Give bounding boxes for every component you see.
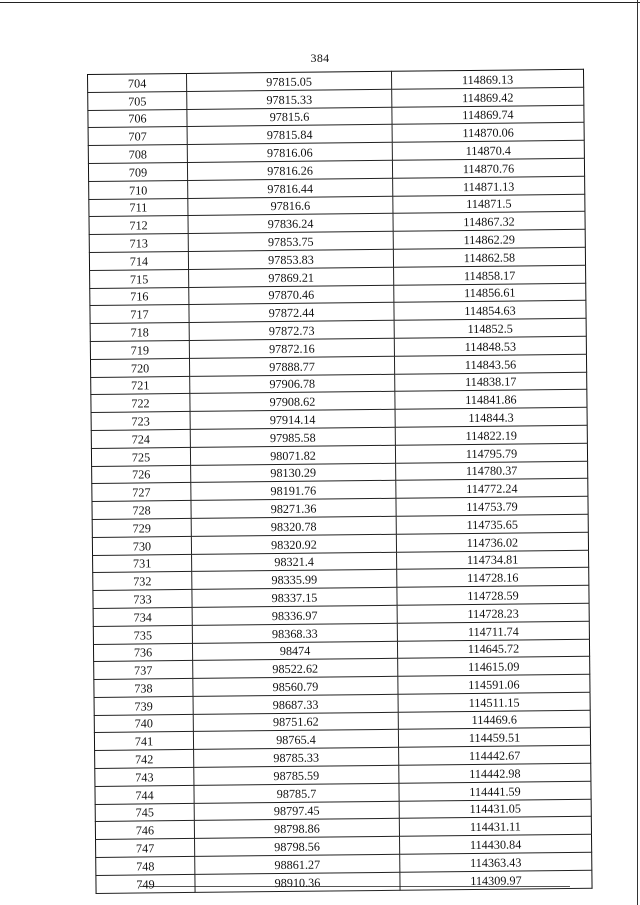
point-number-cell: 736 [93,643,192,662]
y-coordinate-cell: 114858.17 [394,265,586,285]
point-number-cell: 733 [93,590,192,609]
point-number-cell: 726 [92,465,191,484]
y-coordinate-cell: 114309.97 [400,870,592,890]
point-number-cell: 706 [88,109,187,128]
x-coordinate-cell: 97906.78 [190,374,395,394]
x-coordinate-cell: 98785.33 [194,748,399,768]
page-edge-right [637,0,638,905]
x-coordinate-cell: 97836.24 [188,214,393,234]
x-coordinate-cell: 98797.45 [194,801,399,821]
y-coordinate-cell: 114363.43 [400,852,592,872]
point-number-cell: 748 [96,856,195,875]
point-number-cell: 731 [93,554,192,573]
y-coordinate-cell: 114591.06 [398,674,590,694]
y-coordinate-cell: 114870.06 [392,123,584,143]
x-coordinate-cell: 98798.86 [194,819,399,839]
y-coordinate-cell: 114841.86 [395,390,587,410]
x-coordinate-cell: 98336.97 [192,605,397,625]
x-coordinate-cell: 98522.62 [193,659,398,679]
table-row [96,870,592,893]
x-coordinate-cell: 98368.33 [192,623,397,643]
point-number-cell: 745 [95,803,194,822]
y-coordinate-cell: 114843.56 [394,354,586,374]
point-number-cell: 740 [94,714,193,733]
point-number-cell: 741 [94,732,193,751]
x-coordinate-cell: 98910.36 [195,872,400,892]
y-coordinate-cell: 114862.58 [393,247,585,267]
y-coordinate-cell: 114736.02 [396,532,588,552]
x-coordinate-cell: 98335.99 [192,570,397,590]
point-number-cell: 721 [91,376,190,395]
point-number-cell: 705 [88,91,187,110]
y-coordinate-cell: 114442.67 [399,746,591,766]
x-coordinate-cell: 98071.82 [190,445,395,465]
x-coordinate-cell: 97853.75 [188,231,393,251]
x-coordinate-cell: 97853.83 [188,249,393,269]
point-number-cell: 720 [90,358,189,377]
y-coordinate-cell: 114867.32 [393,212,585,232]
y-coordinate-cell: 114854.63 [394,301,586,321]
y-coordinate-cell: 114772.24 [396,479,588,499]
x-coordinate-cell: 98751.62 [193,712,398,732]
x-coordinate-cell: 97815.6 [187,107,392,127]
y-coordinate-cell: 114871.5 [393,194,585,214]
x-coordinate-cell: 97870.46 [189,285,394,305]
point-number-cell: 708 [88,145,187,164]
y-coordinate-cell: 114430.84 [400,835,592,855]
y-coordinate-cell: 114511.15 [398,692,590,712]
y-coordinate-cell: 114838.17 [395,372,587,392]
point-number-cell: 747 [96,839,195,858]
y-coordinate-cell: 114459.51 [398,728,590,748]
x-coordinate-cell: 97815.05 [186,71,391,91]
y-coordinate-cell: 114871.13 [393,176,585,196]
point-number-cell: 719 [90,340,189,359]
x-coordinate-cell: 97908.62 [190,392,395,412]
x-coordinate-cell: 97872.73 [189,320,394,340]
y-coordinate-cell: 114869.74 [392,105,584,125]
y-coordinate-cell: 114822.19 [395,425,587,445]
y-coordinate-cell: 114728.23 [397,603,589,623]
point-number-cell: 709 [88,162,187,181]
y-coordinate-cell: 114645.72 [397,639,589,659]
x-coordinate-cell: 98785.59 [194,765,399,785]
page-number: 384 [310,51,330,65]
x-coordinate-cell: 98798.56 [195,837,400,857]
y-coordinate-cell: 114431.11 [399,817,591,837]
point-number-cell: 730 [92,536,191,555]
point-number-cell: 718 [90,323,189,342]
point-number-cell: 722 [91,394,190,413]
point-number-cell: 704 [88,73,187,92]
point-number-cell: 707 [88,127,187,146]
x-coordinate-cell: 98320.92 [191,534,396,554]
y-coordinate-cell: 114753.79 [396,496,588,516]
y-coordinate-cell: 114795.79 [395,443,587,463]
coordinate-table-body [88,69,593,893]
point-number-cell: 727 [92,483,191,502]
x-coordinate-cell: 98191.76 [191,481,396,501]
y-coordinate-cell: 114852.5 [394,318,586,338]
point-number-cell: 743 [95,767,194,786]
point-number-cell: 739 [94,696,193,715]
y-coordinate-cell: 114711.74 [397,621,589,641]
y-coordinate-cell: 114844.3 [395,407,587,427]
x-coordinate-cell: 97914.14 [190,409,395,429]
y-coordinate-cell: 114869.42 [392,87,584,107]
y-coordinate-cell: 114869.13 [391,69,583,89]
x-coordinate-cell: 97815.33 [187,89,392,109]
y-coordinate-cell: 114870.76 [392,158,584,178]
point-number-cell: 714 [89,251,188,270]
x-coordinate-cell: 98474 [192,641,397,661]
y-coordinate-cell: 114431.05 [399,799,591,819]
point-number-cell: 734 [93,607,192,626]
coordinate-table [87,69,593,894]
x-coordinate-cell: 97816.6 [188,196,393,216]
x-coordinate-cell: 97872.16 [189,338,394,358]
x-coordinate-cell: 98320.78 [191,516,396,536]
x-coordinate-cell: 98337.15 [192,587,397,607]
y-coordinate-cell: 114780.37 [396,461,588,481]
y-coordinate-cell: 114728.59 [397,585,589,605]
point-number-cell: 710 [89,180,188,199]
point-number-cell: 716 [90,287,189,306]
x-coordinate-cell: 98271.36 [191,498,396,518]
point-number-cell: 738 [94,679,193,698]
point-number-cell: 735 [93,625,192,644]
x-coordinate-cell: 98687.33 [193,694,398,714]
point-number-cell: 713 [89,234,188,253]
y-coordinate-cell: 114615.09 [398,657,590,677]
x-coordinate-cell: 97985.58 [190,427,395,447]
point-number-cell: 724 [91,429,190,448]
x-coordinate-cell: 98785.7 [194,783,399,803]
x-coordinate-cell: 98861.27 [195,854,400,874]
x-coordinate-cell: 98560.79 [193,676,398,696]
point-number-cell: 742 [95,750,194,769]
point-number-cell: 723 [91,412,190,431]
x-coordinate-cell: 98321.4 [192,552,397,572]
point-number-cell: 744 [95,785,194,804]
x-coordinate-cell: 97872.44 [189,303,394,323]
x-coordinate-cell: 97815.84 [187,125,392,145]
y-coordinate-cell: 114442.98 [399,763,591,783]
y-coordinate-cell: 114856.61 [394,283,586,303]
point-number-cell: 712 [89,216,188,235]
x-coordinate-cell: 97816.44 [188,178,393,198]
point-number-cell: 725 [91,447,190,466]
point-number-cell: 715 [90,269,189,288]
point-number-cell: 729 [92,518,191,537]
y-coordinate-cell: 114735.65 [396,514,588,534]
y-coordinate-cell: 114469.6 [398,710,590,730]
x-coordinate-cell: 97816.06 [187,142,392,162]
y-coordinate-cell: 114441.59 [399,781,591,801]
x-coordinate-cell: 97869.21 [189,267,394,287]
point-number-cell: 746 [95,821,194,840]
y-coordinate-cell: 114728.16 [397,568,589,588]
page-edge-top [0,2,640,3]
y-coordinate-cell: 114848.53 [394,336,586,356]
point-number-cell: 732 [93,572,192,591]
point-number-cell: 711 [89,198,188,217]
y-coordinate-cell: 114734.81 [397,550,589,570]
y-coordinate-cell: 114862.29 [393,229,585,249]
x-coordinate-cell: 98765.4 [193,730,398,750]
point-number-cell: 717 [90,305,189,324]
x-coordinate-cell: 97888.77 [189,356,394,376]
y-coordinate-cell: 114870.4 [392,140,584,160]
x-coordinate-cell: 98130.29 [191,463,396,483]
x-coordinate-cell: 97816.26 [187,160,392,180]
point-number-cell: 737 [94,661,193,680]
point-number-cell: 728 [92,501,191,520]
point-number-cell: 749 [96,874,195,893]
